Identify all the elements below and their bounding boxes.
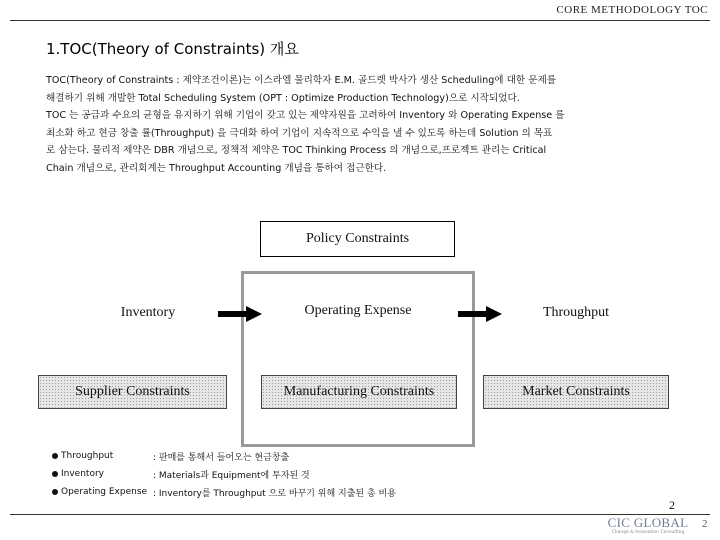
page-number: 2 (669, 498, 675, 512)
bullet-icon (52, 453, 58, 459)
policy-constraints-box: Policy Constraints (260, 221, 455, 257)
company-logo (604, 516, 692, 536)
intro-line: Chain 개념으로, 관리회계는 Throughput Accounting 개념을 통하여 접근한다. (46, 162, 387, 174)
supplier-constraints-box: Supplier Constraints (38, 375, 227, 409)
definition-item (52, 465, 396, 483)
right-arrow-icon (458, 306, 502, 322)
definition-term: Inventory (61, 469, 104, 479)
definition-item (52, 483, 396, 501)
header-divider (10, 20, 710, 21)
logo-main-text: CIC GLOBAL (607, 515, 689, 530)
definitions-list (52, 447, 396, 501)
flow-inventory-label: Inventory (120, 305, 176, 320)
right-arrow-icon (218, 306, 262, 322)
definition-description: : Inventory를 Throughput 으로 바꾸기 위해 지출된 총 비용 (153, 488, 396, 499)
manufacturing-frame (241, 271, 475, 447)
intro-line: TOC(Theory of Constraints : 제약조건이론)는 이스라엘 물리학자 E.M. 골드렛 박사가 생산 Scheduling에 대한 문제를 (46, 75, 557, 86)
intro-paragraph (46, 72, 696, 177)
bullet-icon (52, 489, 58, 495)
intro-line: TOC 는 공급과 수요의 균형을 유지하기 위해 기업이 갖고 있는 제약자원을 고려하여 Inventory 와 Operating Expense 를 (46, 110, 565, 121)
intro-line: 로 삼는다. 물리적 제약은 DBR 개념으로, 정책적 제약은 TOC Thinking Process 의 개념으로,프로젝트 관리는 Critical (46, 145, 547, 156)
corner-page-number: 2 (702, 518, 708, 530)
market-constraints-box: Market Constraints (483, 375, 669, 409)
flow-operating-expense-label: Operating Expense (304, 303, 412, 318)
page-title: 1.TOC(Theory of Constraints) 개요 (46, 40, 299, 58)
intro-line: 최소화 하고 현금 창출 률(Throughput) 을 극대화 하여 기업이 지속적으로 수익을 낼 수 있도록 하는데 Solution 의 목표 (46, 127, 553, 139)
manufacturing-constraints-box: Manufacturing Constraints (261, 375, 457, 409)
definition-item (52, 447, 396, 465)
logo-tagline: Change & Innovation Consulting (611, 530, 685, 535)
bullet-icon (52, 471, 58, 477)
definition-description: : 판매를 통해서 들어오는 현금창출 (153, 452, 290, 463)
definition-term: Throughput (61, 451, 114, 461)
intro-line: 해결하기 위해 개발한 Total Scheduling System (OPT : Optimize Production Technology)으로 시작되었다. (46, 92, 520, 104)
definition-description: : Materials과 Equipment에 투자된 것 (153, 470, 310, 481)
definition-term: Operating Expense (61, 487, 148, 497)
footer-divider (10, 514, 710, 515)
flow-throughput-label: Throughput (542, 305, 610, 320)
header-label: CORE METHODOLOGY TOC (556, 4, 708, 16)
